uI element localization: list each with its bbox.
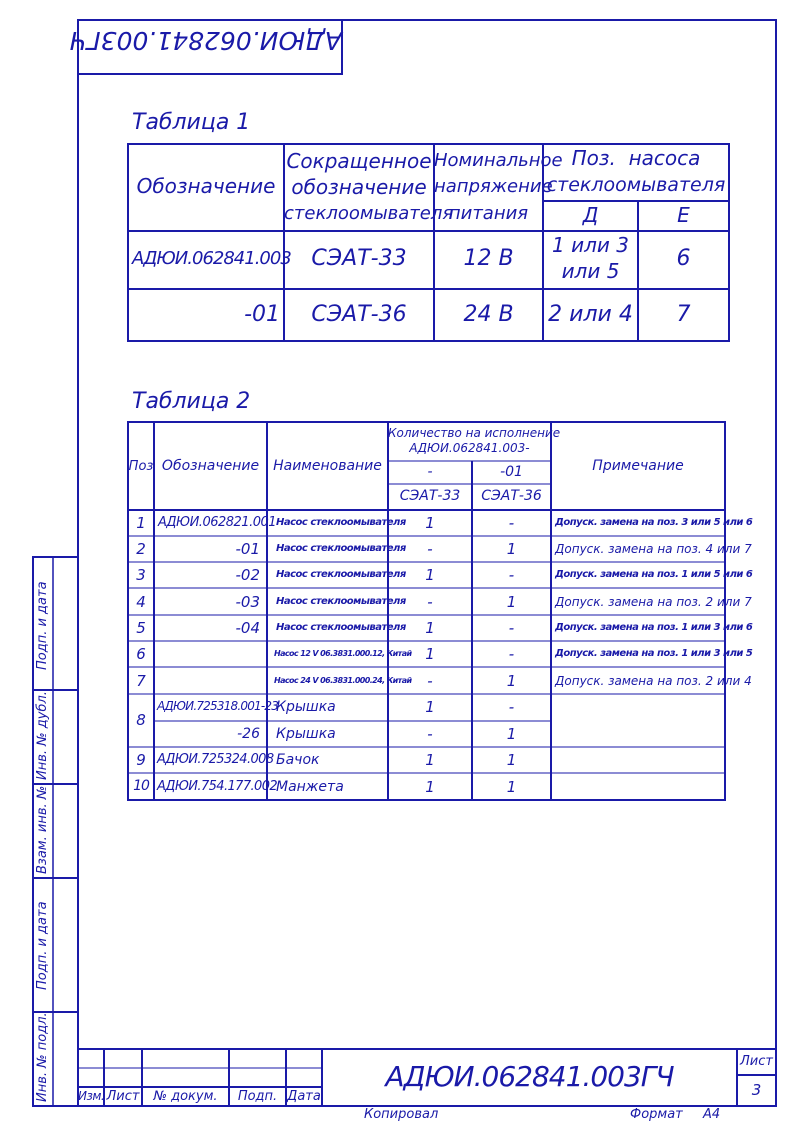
table2-header-name: Наименование [273, 458, 382, 474]
table2-row5-name: Насос стеклоомывателя [276, 622, 406, 633]
table2-header-designation: Обозначение [161, 458, 260, 474]
table2-header-sub1: СЭАТ-33 [399, 488, 461, 504]
table2-row10-pos: 10 [133, 778, 149, 794]
table1-header-voltage-1: Номинальное [434, 150, 563, 171]
table1-header-d: Д [582, 203, 599, 227]
table2-row8b-designation: -26 [237, 726, 260, 742]
table1-header-e: Е [677, 203, 690, 227]
table2-row6-pos: 6 [136, 645, 146, 663]
table2-row10-name: Манжета [276, 779, 344, 795]
side-stamp-orig-inv: Инв. № подл. [35, 1012, 50, 1102]
title-block-designation: АДЮИ.062841.003ГЧ [385, 1060, 674, 1093]
table2-row7-q2: 1 [506, 672, 517, 690]
table1-header-pump-1: Поз. насоса [571, 146, 701, 170]
table2-row8-designation: АДЮИ.725318.001-23 [157, 699, 279, 713]
table1-title: Таблица 1 [132, 110, 251, 135]
table2-row2-pos: 2 [136, 540, 146, 558]
table2-row1-pos: 1 [136, 514, 146, 532]
table2-row2-name: Насос стеклоомывателя [276, 543, 406, 554]
table1-row1-voltage: 12 В [463, 246, 514, 271]
table1-header-short-3: стеклоомывателя [284, 203, 454, 224]
table2-row1-q1: 1 [425, 514, 435, 532]
side-stamp-repl-inv: Взам. инв. № [35, 785, 50, 874]
table1-row2-e: 7 [676, 302, 691, 327]
table2-row4-designation: -03 [235, 593, 260, 611]
table1-row1-short: СЭАТ-33 [311, 246, 407, 271]
footer-format-label: Формат [630, 1107, 683, 1122]
table2-row3-name: Насос стеклоомывателя [276, 569, 406, 580]
table2-row8-pos: 8 [136, 711, 146, 729]
table1-row2-voltage: 24 В [463, 302, 514, 327]
table1-row1-d-1: 1 или 3 [552, 233, 629, 257]
table2-row2-q2: 1 [506, 540, 517, 558]
table1-header-voltage-3: питания [448, 203, 529, 224]
table2-row1-name: Насос стеклоомывателя [276, 517, 406, 528]
table2-row3-designation: -02 [235, 566, 260, 584]
table2-row8-name: Крышка [276, 699, 336, 715]
table2-row6-name: Насос 12 V 06.3831.000.12, Китай [274, 649, 412, 658]
table1-row1-designation: АДЮИ.062841.003 [132, 248, 291, 269]
table1-row2-d: 2 или 4 [548, 302, 633, 327]
table2-row5-q2: - [508, 619, 515, 637]
table2-row8b-name: Крышка [276, 726, 336, 742]
table2-row8b-q1: - [427, 725, 433, 743]
table2-row9-pos: 9 [136, 751, 146, 769]
table2-row1-designation: АДЮИ.062821.001 [158, 515, 277, 530]
table1-header-pump-2: стеклоомывателя [546, 174, 726, 196]
side-stamp-sign-date-2: Подп. и дата [35, 901, 50, 990]
table2-row5-pos: 5 [136, 619, 146, 637]
table2-row8-q1: 1 [425, 698, 435, 716]
table2-row6-q2: - [508, 645, 515, 663]
table2-row10-q2: 1 [506, 778, 517, 796]
table2-row9-q2: 1 [506, 751, 517, 769]
title-block-doc-no: № докум. [153, 1089, 218, 1104]
title-block-izm: Изм. [78, 1089, 105, 1103]
table2-row2-designation: -01 [235, 540, 260, 558]
title-block-sheet-no: 3 [751, 1081, 762, 1099]
table2-header-qty-1: Количество на исполнение [388, 426, 561, 440]
top-stamp-designation: АДЮИ.062841.003ГЧ [69, 26, 342, 55]
table2-row3-q2: - [508, 566, 515, 584]
table2-row4-name: Насос стеклоомывателя [276, 596, 406, 607]
table2-row2-note: Допуск. замена на поз. 4 или 7 [555, 542, 752, 556]
title-block-data: Дата [287, 1089, 321, 1104]
table2-header-var1: - [427, 464, 433, 480]
side-stamp-dup-inv: Инв. № дубл. [35, 691, 50, 780]
footer-copied: Копировал [364, 1107, 439, 1122]
table2-row9-designation: АДЮИ.725324.008 [157, 752, 274, 767]
table1-row1-e: 6 [676, 246, 691, 271]
title-block-podp: Подп. [237, 1089, 278, 1104]
table2-row4-q2: 1 [506, 593, 517, 611]
table2-row7-name: Насос 24 V 06.3831.000.24, Китай [274, 676, 412, 685]
table1-row1-d-2: или 5 [561, 259, 620, 283]
table2-header-pos: Поз [128, 459, 154, 474]
table2-header-qty-2: АДЮИ.062841.003- [409, 441, 530, 455]
table1-header-designation: Обозначение [136, 174, 276, 198]
table1-header-voltage-2: напряжение [434, 176, 553, 197]
table2-row8b-q2: 1 [506, 725, 517, 743]
table2-row7-note: Допуск. замена на поз. 2 или 4 [555, 674, 752, 688]
table2-row4-note: Допуск. замена на поз. 2 или 7 [555, 595, 752, 609]
side-stamp-sign-date-1: Подп. и дата [35, 581, 50, 670]
table1-row2-short: СЭАТ-36 [311, 302, 407, 327]
table2-row3-pos: 3 [136, 566, 146, 584]
table2-row9-name: Бачок [276, 752, 320, 768]
table2-row6-note: Допуск. замена на поз. 1 или 3 или 5 [555, 648, 753, 659]
table2-row5-note: Допуск. замена на поз. 1 или 3 или 6 [555, 622, 753, 633]
table2-header-note: Примечание [592, 458, 684, 474]
table2-row5-q1: 1 [425, 619, 435, 637]
table1-header-short-2: обозначение [291, 175, 427, 199]
table2-row7-q1: - [427, 672, 433, 690]
title-block-list: Лист [106, 1089, 140, 1104]
table2-row7-pos: 7 [136, 672, 146, 690]
table1-row2-designation: -01 [244, 302, 280, 327]
table2-row10-q1: 1 [425, 778, 435, 796]
table2-row8-q2: - [508, 698, 515, 716]
table2-row6-q1: 1 [425, 645, 435, 663]
table2-row10-designation: АДЮИ.754.177.002 [157, 779, 278, 794]
table2-row1-q2: - [508, 514, 515, 532]
table2-header-var2: -01 [500, 464, 523, 480]
table2-row4-pos: 4 [136, 593, 146, 611]
table2-row9-q1: 1 [425, 751, 435, 769]
table2-row5-designation: -04 [235, 619, 260, 637]
table2-row4-q1: - [427, 593, 433, 611]
table1-header-short-1: Сокращенное [286, 149, 432, 173]
table2-row3-q1: 1 [425, 566, 435, 584]
table2-row2-q1: - [427, 540, 433, 558]
table2-row3-note: Допуск. замена на поз. 1 или 5 или 6 [555, 569, 753, 580]
table2-title: Таблица 2 [132, 389, 251, 414]
table2-row1-note: Допуск. замена на поз. 3 или 5 или 6 [555, 517, 753, 528]
title-block-sheet-label: Лист [740, 1054, 773, 1069]
table2-header-sub2: СЭАТ-36 [481, 488, 542, 504]
footer-format-value: А4 [703, 1107, 721, 1122]
